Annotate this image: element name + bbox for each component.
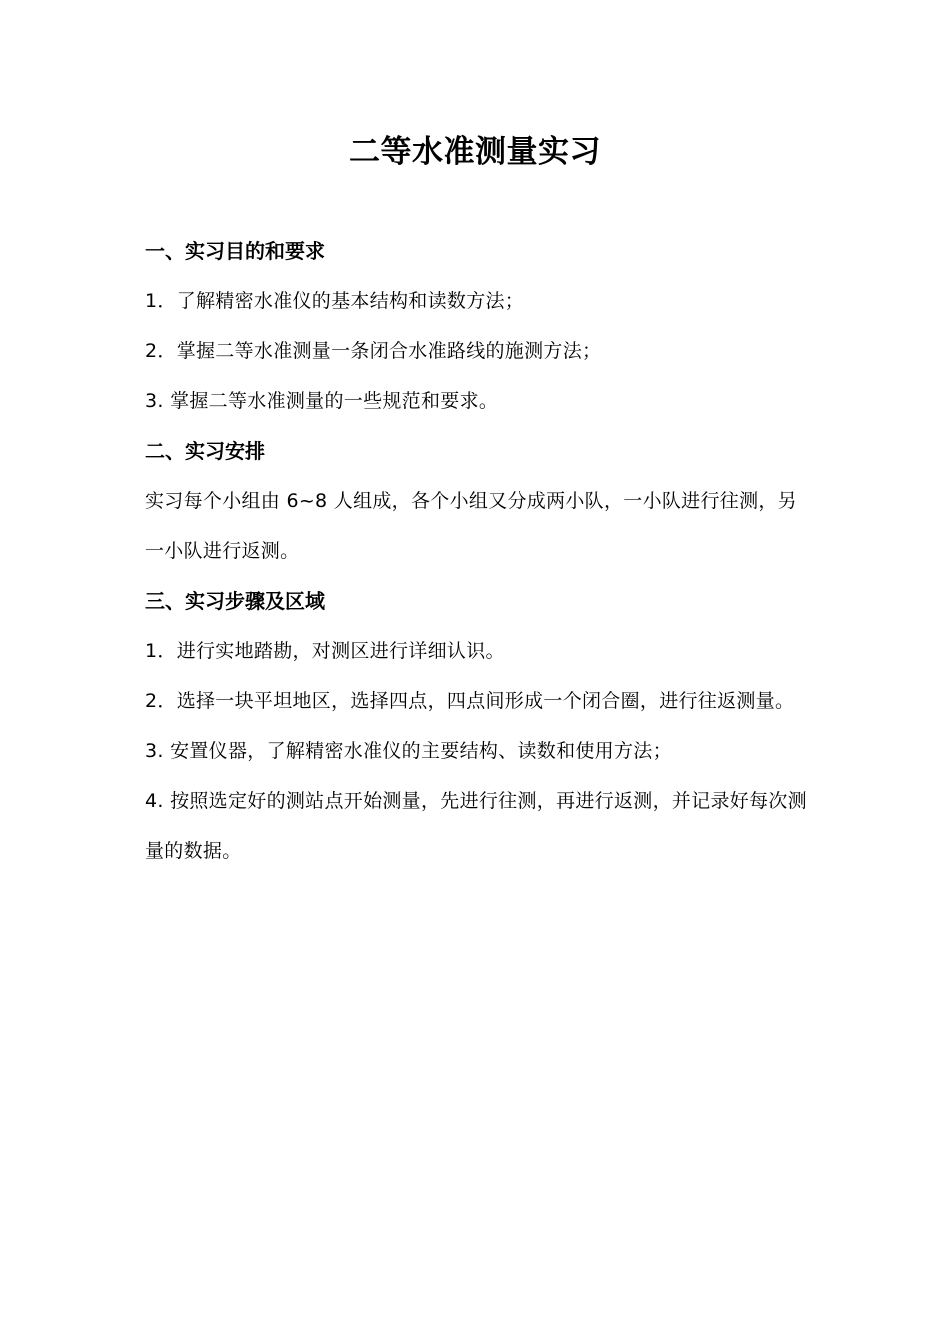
step-item-4: 4. 按照选定好的测站点开始测量，先进行往测，再进行返测，并记录好每次测量的数据。: [145, 790, 807, 862]
objective-item-1: 1．了解精密水准仪的基本结构和读数方法；: [145, 290, 525, 312]
section-heading-arrangement: 二、实习安排: [145, 439, 265, 463]
arrangement-paragraph: 实习每个小组由 6~8 人组成，各个小组又分成两小队，一小队进行往测，另一小队进行返测。: [145, 490, 797, 562]
document-body: [145, 226, 810, 876]
objective-item-3: 3. 掌握二等水准测量的一些规范和要求。: [145, 390, 499, 412]
step-item-1: 1．进行实地踏勘，对测区进行详细认识。: [145, 640, 505, 662]
section-heading-objectives: 一、实习目的和要求: [145, 239, 325, 263]
section-heading-steps: 三、实习步骤及区域: [145, 589, 325, 613]
step-item-2: 2．选择一块平坦地区，选择四点，四点间形成一个闭合圈，进行往返测量。: [145, 690, 795, 712]
document-title: 二等水准测量实习: [349, 134, 601, 170]
step-item-3: 3. 安置仪器，了解精密水准仪的主要结构、读数和使用方法；: [145, 740, 672, 762]
objective-item-2: 2．掌握二等水准测量一条闭合水准路线的施测方法；: [145, 340, 602, 362]
